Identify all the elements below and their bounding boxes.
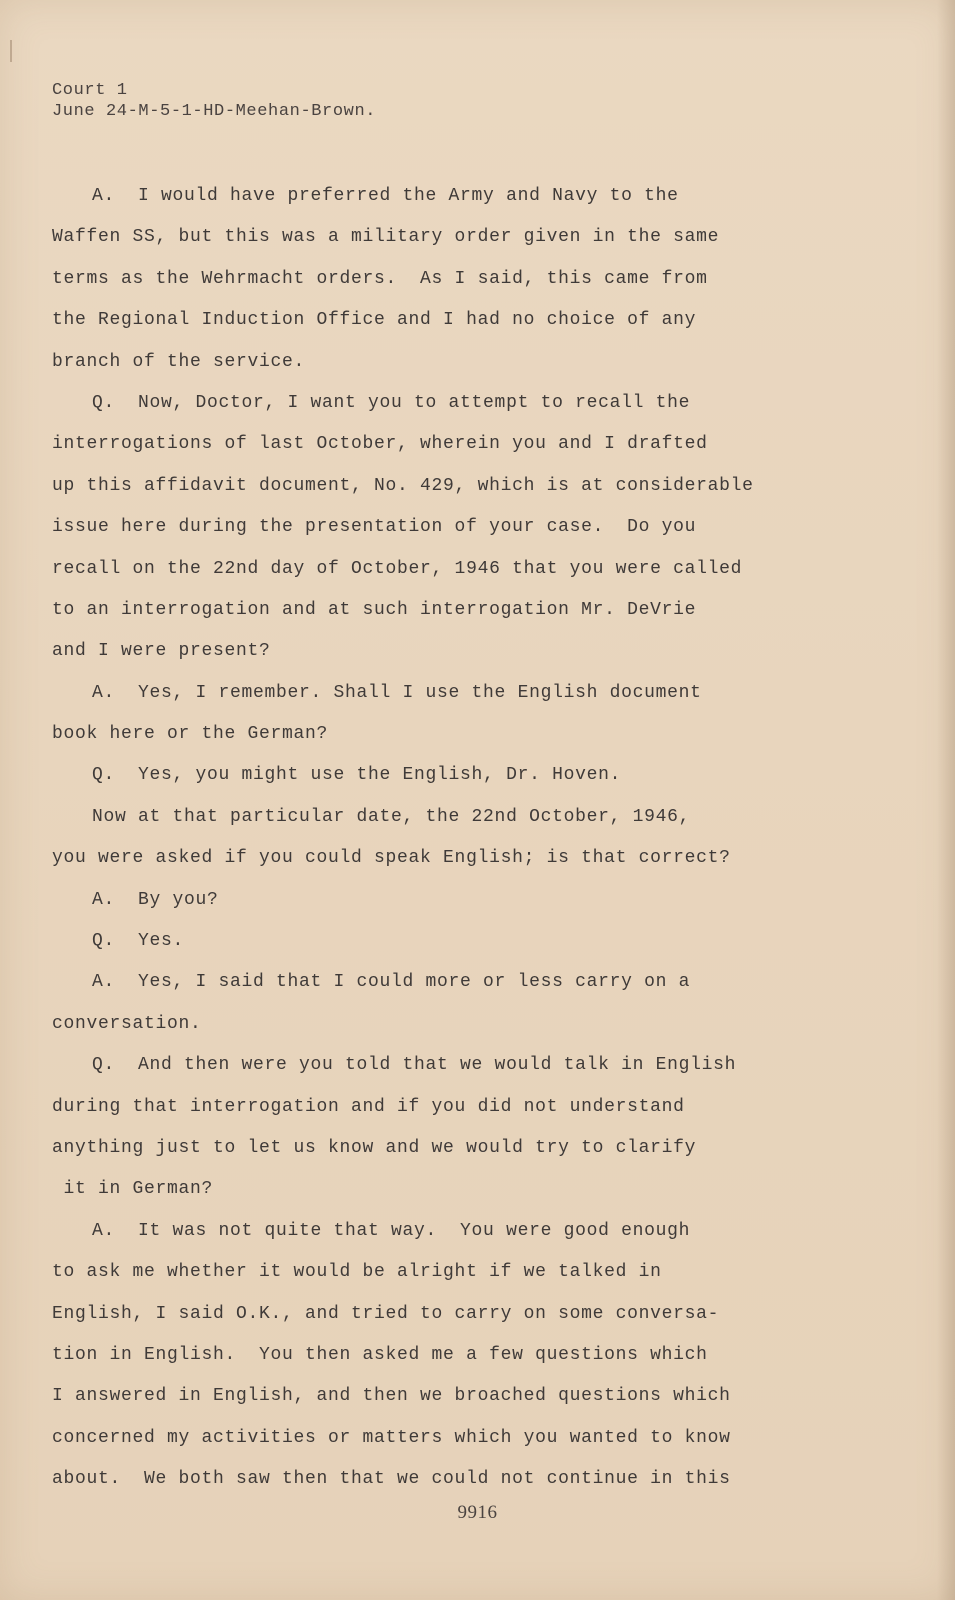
transcript-line: branch of the service.: [52, 351, 306, 372]
page-number: 9916: [457, 1502, 498, 1523]
transcript-line: A. I would have preferred the Army and Navy to the: [92, 186, 679, 206]
transcript-line: conversation.: [52, 1013, 202, 1034]
transcript-line: and I were present?: [52, 641, 271, 662]
transcript-line: Waffen SS, but this was a military order given in the same: [52, 227, 720, 248]
transcript-line: it in German?: [52, 1179, 214, 1200]
document-header: [52, 80, 376, 122]
transcript-line: up this affidavit document, No. 429, which is at considerable: [52, 475, 754, 496]
transcript-line: anything just to let us know and we would try to clarify: [52, 1137, 697, 1158]
transcript-line: Q. Yes, you might use the English, Dr. Hoven.: [92, 765, 622, 786]
transcript-line: the Regional Induction Office and I had no choice of any: [52, 310, 697, 331]
transcript-line: Q. And then were you told that we would talk in English: [92, 1055, 737, 1076]
page-edge-shadow: [937, 0, 955, 1600]
transcript-line: A. By you?: [92, 889, 219, 910]
transcript-line: Q. Yes.: [92, 931, 185, 952]
transcript-line: to ask me whether it would be alright if we talked in: [52, 1262, 662, 1283]
margin-mark: [10, 40, 12, 62]
transcript-line: tion in English. You then asked me a few questions which: [52, 1344, 708, 1365]
transcript-body: [52, 176, 812, 1501]
transcript-line: Now at that particular date, the 22nd October, 1946,: [92, 806, 691, 827]
session-code: June 24-M-5-1-HD-Meehan-Brown.: [52, 102, 377, 121]
transcript-line: about. We both saw then that we could not continue in this: [52, 1469, 731, 1490]
transcript-line: A. It was not quite that way. You were good enough: [92, 1220, 691, 1241]
transcript-line: to an interrogation and at such interrogation Mr. DeVrie: [52, 599, 697, 620]
transcript-line: interrogations of last October, wherein you and I drafted: [52, 434, 708, 455]
transcript-line: I answered in English, and then we broached questions which: [52, 1386, 731, 1407]
court-label: Court 1: [52, 81, 128, 100]
transcript-line: A. Yes, I said that I could more or less carry on a: [92, 972, 691, 993]
transcript-line: issue here during the presentation of your case. Do you: [52, 517, 697, 538]
transcript-line: during that interrogation and if you did not understand: [52, 1096, 685, 1117]
transcript-line: concerned my activities or matters which you wanted to know: [52, 1427, 731, 1448]
transcript-line: recall on the 22nd day of October, 1946 that you were called: [52, 558, 743, 579]
transcript-line: you were asked if you could speak English; is that correct?: [52, 848, 731, 869]
transcript-line: English, I said O.K., and tried to carry on some conversa-: [52, 1303, 720, 1324]
transcript-line: book here or the German?: [52, 724, 329, 745]
transcript-line: Q. Now, Doctor, I want you to attempt to recall the: [92, 392, 691, 413]
transcript-line: terms as the Wehrmacht orders. As I said, this came from: [52, 268, 708, 289]
transcript-line: A. Yes, I remember. Shall I use the English document: [92, 682, 702, 703]
